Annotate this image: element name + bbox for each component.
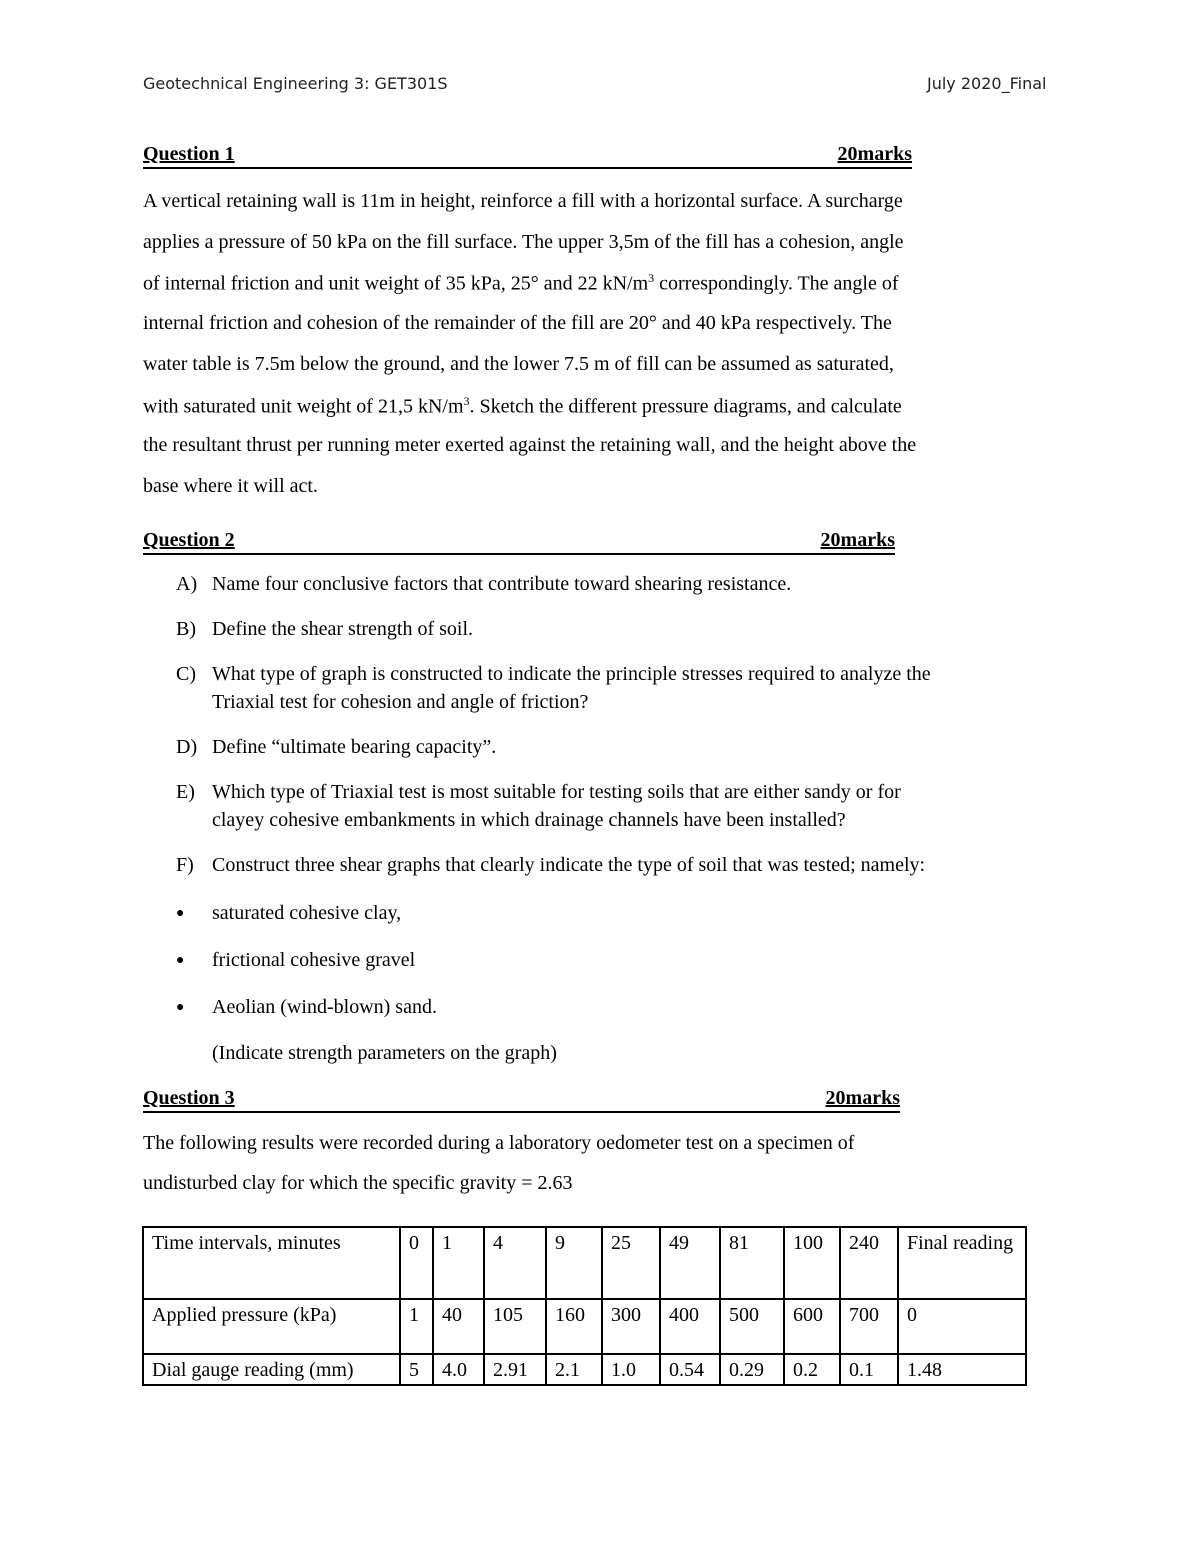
item-label: E) bbox=[176, 781, 195, 803]
question-title: Question 1 bbox=[143, 143, 235, 165]
item-label: C) bbox=[176, 663, 196, 685]
item-text: Define the shear strength of soil. bbox=[212, 618, 474, 640]
question-1-line: of internal friction and unit weight of 35 kPa, 25° and 22 $kN/m^3$ correspondingly. The angle of bbox=[143, 271, 899, 296]
table-cell: 5 bbox=[400, 1354, 433, 1385]
table-cell: 700 bbox=[840, 1299, 898, 1354]
table-cell: 1 bbox=[400, 1299, 433, 1354]
note: (Indicate strength parameters on the graph) bbox=[212, 1042, 557, 1064]
question-3-text: The following results were recorded during a laboratory oedometer test on a specimen of bbox=[143, 1132, 855, 1154]
table-cell: 4 bbox=[484, 1227, 546, 1299]
question-3-heading bbox=[143, 1087, 900, 1113]
question-1-line: A vertical retaining wall is 11m in height, reinforce a fill with a horizontal surface. A surcharge bbox=[143, 190, 903, 212]
bullet-item: ● Aeolian (wind-blown) sand. bbox=[176, 996, 437, 1018]
question-2-heading bbox=[143, 529, 895, 555]
header-date: July 2020_Final bbox=[927, 74, 1047, 93]
question-1-line: internal friction and cohesion of the remainder of the fill are 20° and 40 kPa respectively. The bbox=[143, 312, 892, 335]
table-cell: Dial gauge reading (mm) bbox=[143, 1354, 400, 1385]
question-1-heading bbox=[143, 143, 912, 169]
table-cell: 0.54 bbox=[660, 1354, 720, 1385]
table-cell: 300 bbox=[602, 1299, 660, 1354]
item-label: D) bbox=[176, 736, 198, 758]
bullet-item: ● saturated cohesive clay, bbox=[176, 902, 402, 924]
table-cell: 160 bbox=[546, 1299, 602, 1354]
item-text: Construct three shear graphs that clearly indicate the type of soil that was tested; namely: bbox=[212, 854, 926, 876]
question-1-line: applies a pressure of 50 kPa on the fill surface. The upper 3,5m of the fill has a cohesion, angle bbox=[143, 230, 904, 253]
table-cell: 0 bbox=[898, 1299, 1026, 1354]
question-marks: 20marks bbox=[825, 1087, 900, 1109]
table-cell: 105 bbox=[484, 1299, 546, 1354]
table-cell: 0.29 bbox=[720, 1354, 784, 1385]
bullet-icon: ● bbox=[176, 906, 185, 921]
question-1-line: the resultant thrust per running meter exerted against the retaining wall, and the height above the bbox=[143, 434, 917, 457]
header-course: Geotechnical Engineering 3: GET301S bbox=[143, 74, 448, 93]
table-cell: 1.0 bbox=[602, 1354, 660, 1385]
table-cell: 1 bbox=[433, 1227, 484, 1299]
table-cell: Applied pressure (kPa) bbox=[143, 1299, 400, 1354]
table-cell: 0.1 bbox=[840, 1354, 898, 1385]
question-marks: 20marks bbox=[837, 143, 912, 165]
item-text: What type of graph is constructed to indicate the principle stresses required to analyze the Triaxial test for cohesion and angle of friction? bbox=[212, 663, 931, 713]
item-text: Define “ultimate bearing capacity”. bbox=[212, 736, 497, 758]
table-row bbox=[143, 1299, 1026, 1354]
item-text: Which type of Triaxial test is most suitable for testing soils that are either sandy or for clayey cohesive embankments in which drainage channels have been installed? bbox=[212, 781, 901, 831]
question-item bbox=[176, 660, 931, 716]
item-label: A) bbox=[176, 573, 198, 595]
item-label: F) bbox=[176, 854, 194, 876]
table-cell: 500 bbox=[720, 1299, 784, 1354]
table-cell: 49 bbox=[660, 1227, 720, 1299]
table-cell: 2.91 bbox=[484, 1354, 546, 1385]
question-1-line: water table is 7.5m below the ground, and the lower 7.5 m of fill can be assumed as saturated, bbox=[143, 352, 894, 375]
question-title: Question 3 bbox=[143, 1087, 235, 1109]
question-marks: 20marks bbox=[820, 529, 895, 551]
question-item bbox=[176, 570, 791, 598]
table-cell: Final reading bbox=[898, 1227, 1026, 1299]
bullet-icon: ● bbox=[176, 1000, 185, 1015]
table-cell: 81 bbox=[720, 1227, 784, 1299]
item-text: Name four conclusive factors that contribute toward shearing resistance. bbox=[212, 573, 792, 595]
table-cell: 25 bbox=[602, 1227, 660, 1299]
oedometer-table bbox=[142, 1226, 1027, 1386]
table-cell: 4.0 bbox=[433, 1354, 484, 1385]
question-3-text: undisturbed clay for which the specific gravity = 2.63 bbox=[143, 1172, 573, 1194]
item-label: B) bbox=[176, 618, 196, 640]
question-item bbox=[176, 615, 473, 643]
table-row bbox=[143, 1227, 1026, 1299]
table-cell: 0 bbox=[400, 1227, 433, 1299]
table-cell: 400 bbox=[660, 1299, 720, 1354]
table-cell: 40 bbox=[433, 1299, 484, 1354]
question-title: Question 2 bbox=[143, 529, 235, 551]
table-row bbox=[143, 1354, 1026, 1385]
question-1-line: base where it will act. bbox=[143, 474, 318, 497]
table-cell: 1.48 bbox=[898, 1354, 1026, 1385]
table-cell: 100 bbox=[784, 1227, 840, 1299]
table-cell: 0.2 bbox=[784, 1354, 840, 1385]
table-cell: Time intervals, minutes bbox=[143, 1227, 400, 1299]
question-1-line: with saturated unit weight of 21,5 $kN/m^3$. Sketch the different pressure diagrams, and calculate bbox=[143, 393, 902, 418]
table-cell: 9 bbox=[546, 1227, 602, 1299]
bullet-item: ● frictional cohesive gravel bbox=[176, 949, 416, 971]
question-item bbox=[176, 733, 496, 761]
table-cell: 240 bbox=[840, 1227, 898, 1299]
bullet-icon: ● bbox=[176, 953, 185, 968]
table-cell: 600 bbox=[784, 1299, 840, 1354]
table-cell: 2.1 bbox=[546, 1354, 602, 1385]
question-item bbox=[176, 778, 901, 834]
question-item bbox=[176, 851, 925, 879]
